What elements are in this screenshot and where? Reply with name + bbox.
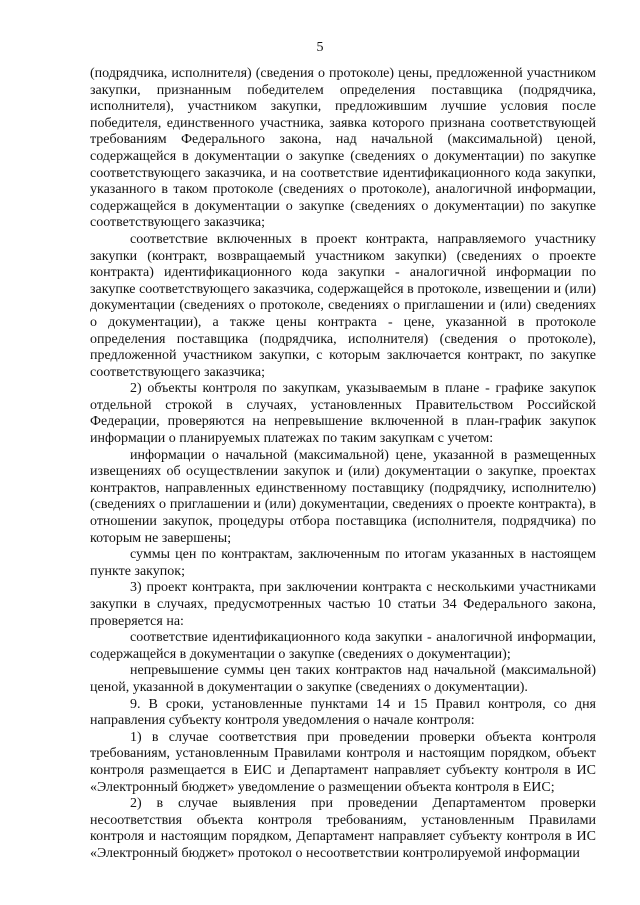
paragraph: 3) проект контракта, при заключении контракта с несколькими участниками закупки в случаях, предусмотренных частью 10 статьи 34 Федерального закона, проверяется на:	[90, 580, 596, 629]
document-body	[90, 66, 596, 863]
paragraph: (подрядчика, исполнителя) (сведения о протоколе) цены, предложенной участником закупки, признанным победителем определения поставщика (подрядчика, исполнителя), участником закупки, предложившим лучшие условия после победителя, единственного участника, заявка которого признана соответствующей требованиям Федерального закона, над начальной (максимальной) ценой, содержащейся в документации о закупке (сведениях о документации) по закупке соответствующего заказчика, и на соответствие идентификационного кода закупки, указанного в таком протоколе (сведениях о протоколе), аналогичной информации, содержащейся в документации о закупке (сведениях о документации) по закупке соответствующего заказчика;	[90, 66, 596, 231]
paragraph: 2) объекты контроля по закупкам, указываемым в плане - графике закупок отдельной строкой в случаях, установленных Правительством Российской Федерации, проверяются на непревышение включенной в план-график закупок информации о планируемых платежах по таким закупкам с учетом:	[90, 381, 596, 447]
paragraph: суммы цен по контрактам, заключенным по итогам указанных в настоящем пункте закупок;	[90, 547, 596, 579]
page-number: 5	[316, 40, 324, 55]
paragraph: 9. В сроки, установленные пунктами 14 и 15 Правил контроля, со дня направления субъекту контроля уведомления о начале контроля:	[90, 696, 596, 729]
paragraph: соответствие идентификационного кода закупки - аналогичной информации, содержащейся в документации о закупке (сведениях о документации);	[90, 630, 596, 662]
paragraph: непревышение суммы цен таких контрактов над начальной (максимальной) ценой, указанной в документации о закупке (сведениях о документации).	[90, 663, 596, 695]
paragraph: 2) в случае выявления при проведении Департаментом проверки несоответствия объекта контроля требованиям, установленным Правилами контроля и настоящим порядком, Департамент направляет субъекту контроля в ИС «Электронный бюджет» протокол о несоответствии контролируемой информации	[90, 796, 596, 861]
paragraph: 1) в случае соответствия при проведении проверки объекта контроля требованиям, установленным Правилами контроля и настоящим порядком, объект контроля размещается в ЕИС и Департамент направляет субъекту контроля в ИС «Электронный бюджет» уведомление о размещении объекта контроля в ЕИС;	[90, 729, 596, 795]
paragraph: информации о начальной (максимальной) цене, указанной в размещенных извещениях об осуществлении закупок и (или) документации о закупке, проектах контрактов, направленных единственному поставщику (подрядчику, исполнителю) (сведениях о приглашении и (или) документации, сведениях о проекте контракта), в отношении закупок, процедуры отбора поставщика (исполнителя, подрядчика) по которым не завершены;	[90, 447, 596, 546]
paragraph: соответствие включенных в проект контракта, направляемого участнику закупки (контракт, возвращаемый участником закупки) (сведениях о проекте контракта) идентификационного кода закупки - аналогичной информации по закупке соответствующего заказчика, содержащейся в протоколе, извещении и (или) документации (сведениях о протоколе, сведениях о приглашении и (или) сведениях о документации), а также цены контракта - цене, указанной в протоколе определения поставщика (подрядчика, исполнителя) (сведения о протоколе), предложенной участником закупки, с которым заключается контракт, по закупке соответствующего заказчика;	[90, 231, 596, 380]
